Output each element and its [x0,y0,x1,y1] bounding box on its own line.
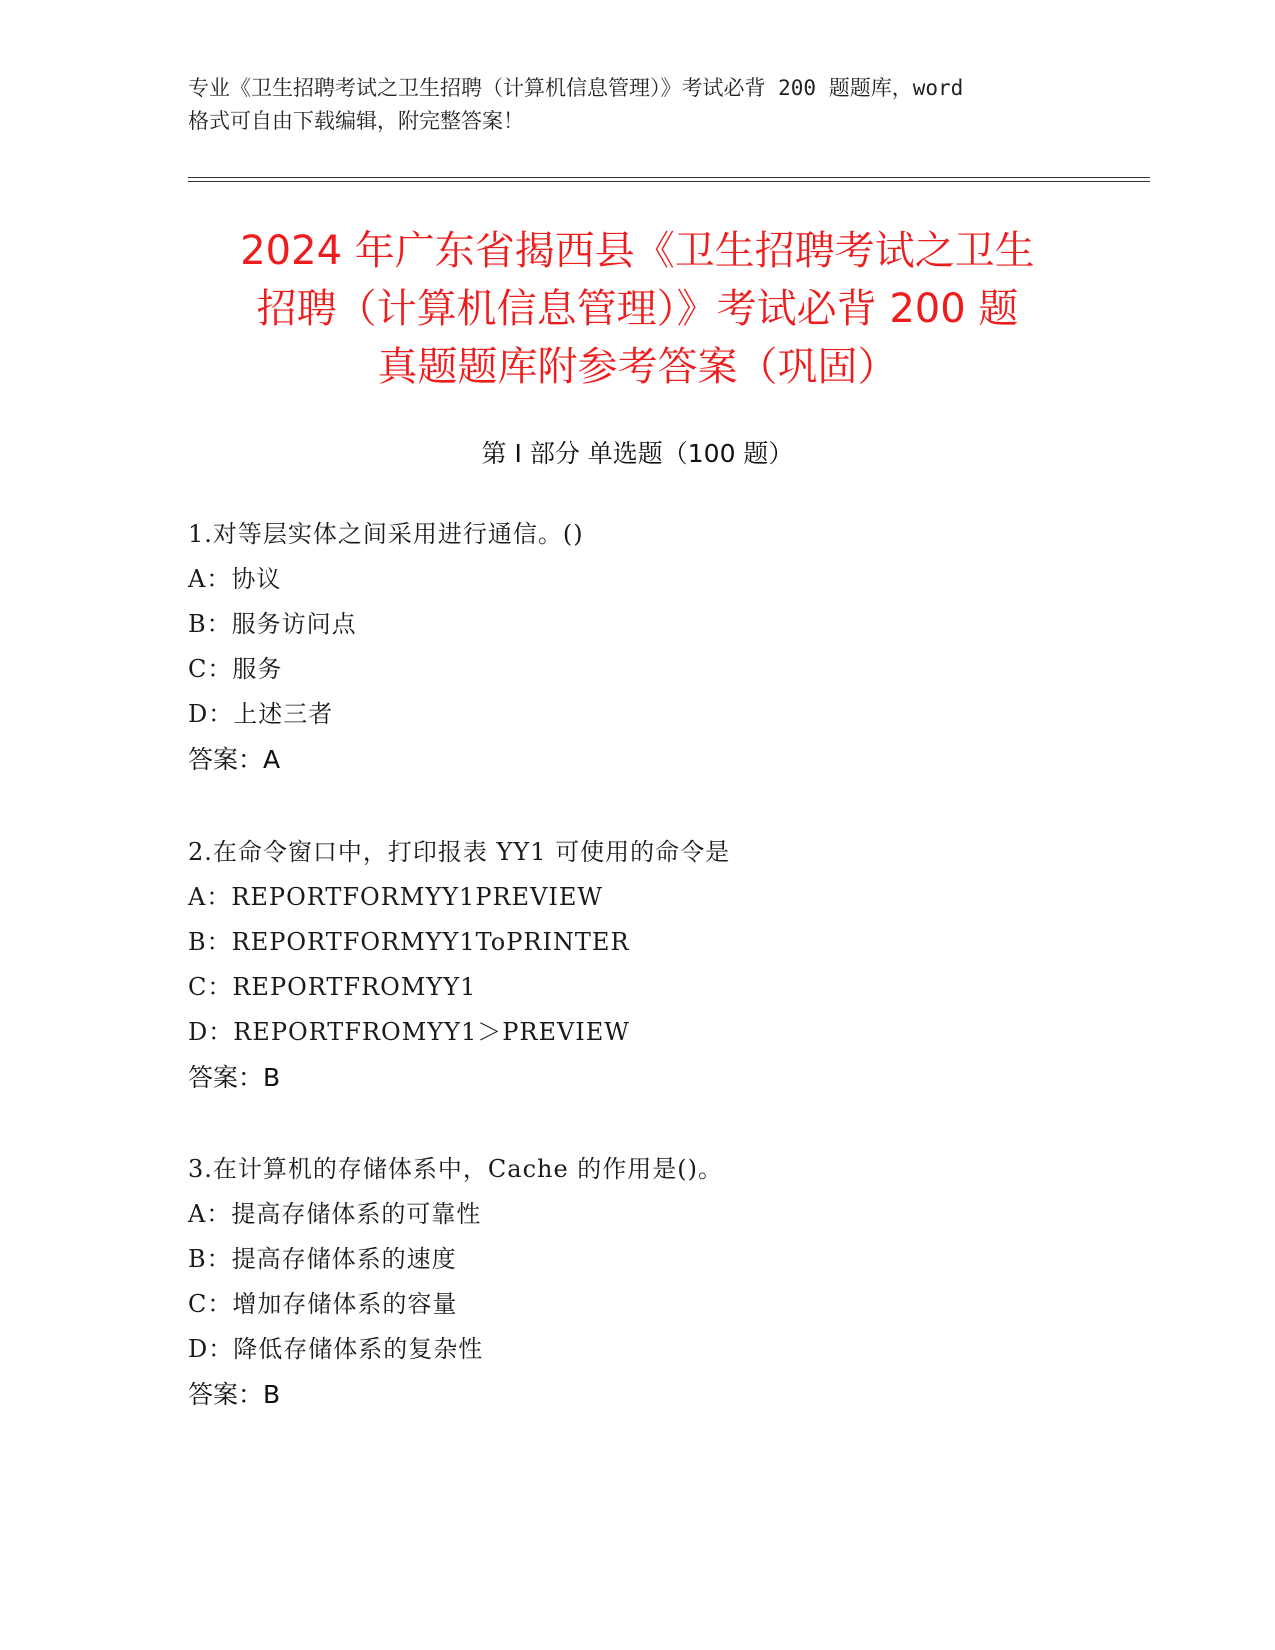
document-title [150,222,1125,396]
title-line-1: 2024 年广东省揭西县《卫生招聘考试之卫生 [240,228,1035,274]
question-stem: 3.在计算机的存储体系中，Cache 的作用是()。 [188,1155,724,1183]
answer-line: 答案：B [188,1063,281,1092]
option-c: C：增加存储体系的容量 [188,1290,458,1318]
question-block [188,512,1148,782]
option-b: B：服务访问点 [188,610,357,638]
option-b: B：REPORTFORMYY1ToPRINTER [188,928,630,956]
title-line-2: 招聘（计算机信息管理）》考试必背 200 题 [256,286,1019,332]
answer-line: 答案：A [188,745,281,774]
option-a: A：提高存储体系的可靠性 [188,1200,482,1228]
question-stem: 1.对等层实体之间采用进行通信。() [188,520,584,548]
document-header-note [188,72,1088,138]
option-c: C：服务 [188,655,283,683]
header-note-line-1: 专业《卫生招聘考试之卫生招聘（计算机信息管理）》考试必背 200 题题库，word [188,76,964,100]
title-line-3: 真题题库附参考答案（巩固） [377,344,898,390]
option-d: D：上述三者 [188,700,334,728]
question-block [188,1147,1148,1417]
option-a: A：协议 [188,565,282,593]
header-note-line-2: 格式可自由下载编辑，附完整答案！ [188,109,524,133]
answer-line: 答案：B [188,1380,281,1409]
option-d: D：降低存储体系的复杂性 [188,1335,484,1363]
option-c: C：REPORTFROMYY1 [188,973,477,1001]
option-b: B：提高存储体系的速度 [188,1245,457,1273]
option-a: A：REPORTFORMYY1PREVIEW [188,883,604,911]
option-d: D：REPORTFROMYY1＞PREVIEW [188,1018,630,1046]
question-block [188,830,1148,1100]
section-heading: 第 I 部分 单选题（100 题） [481,439,794,468]
question-stem: 2.在命令窗口中，打印报表 YY1 可使用的命令是 [188,838,731,866]
header-divider [188,177,1150,182]
